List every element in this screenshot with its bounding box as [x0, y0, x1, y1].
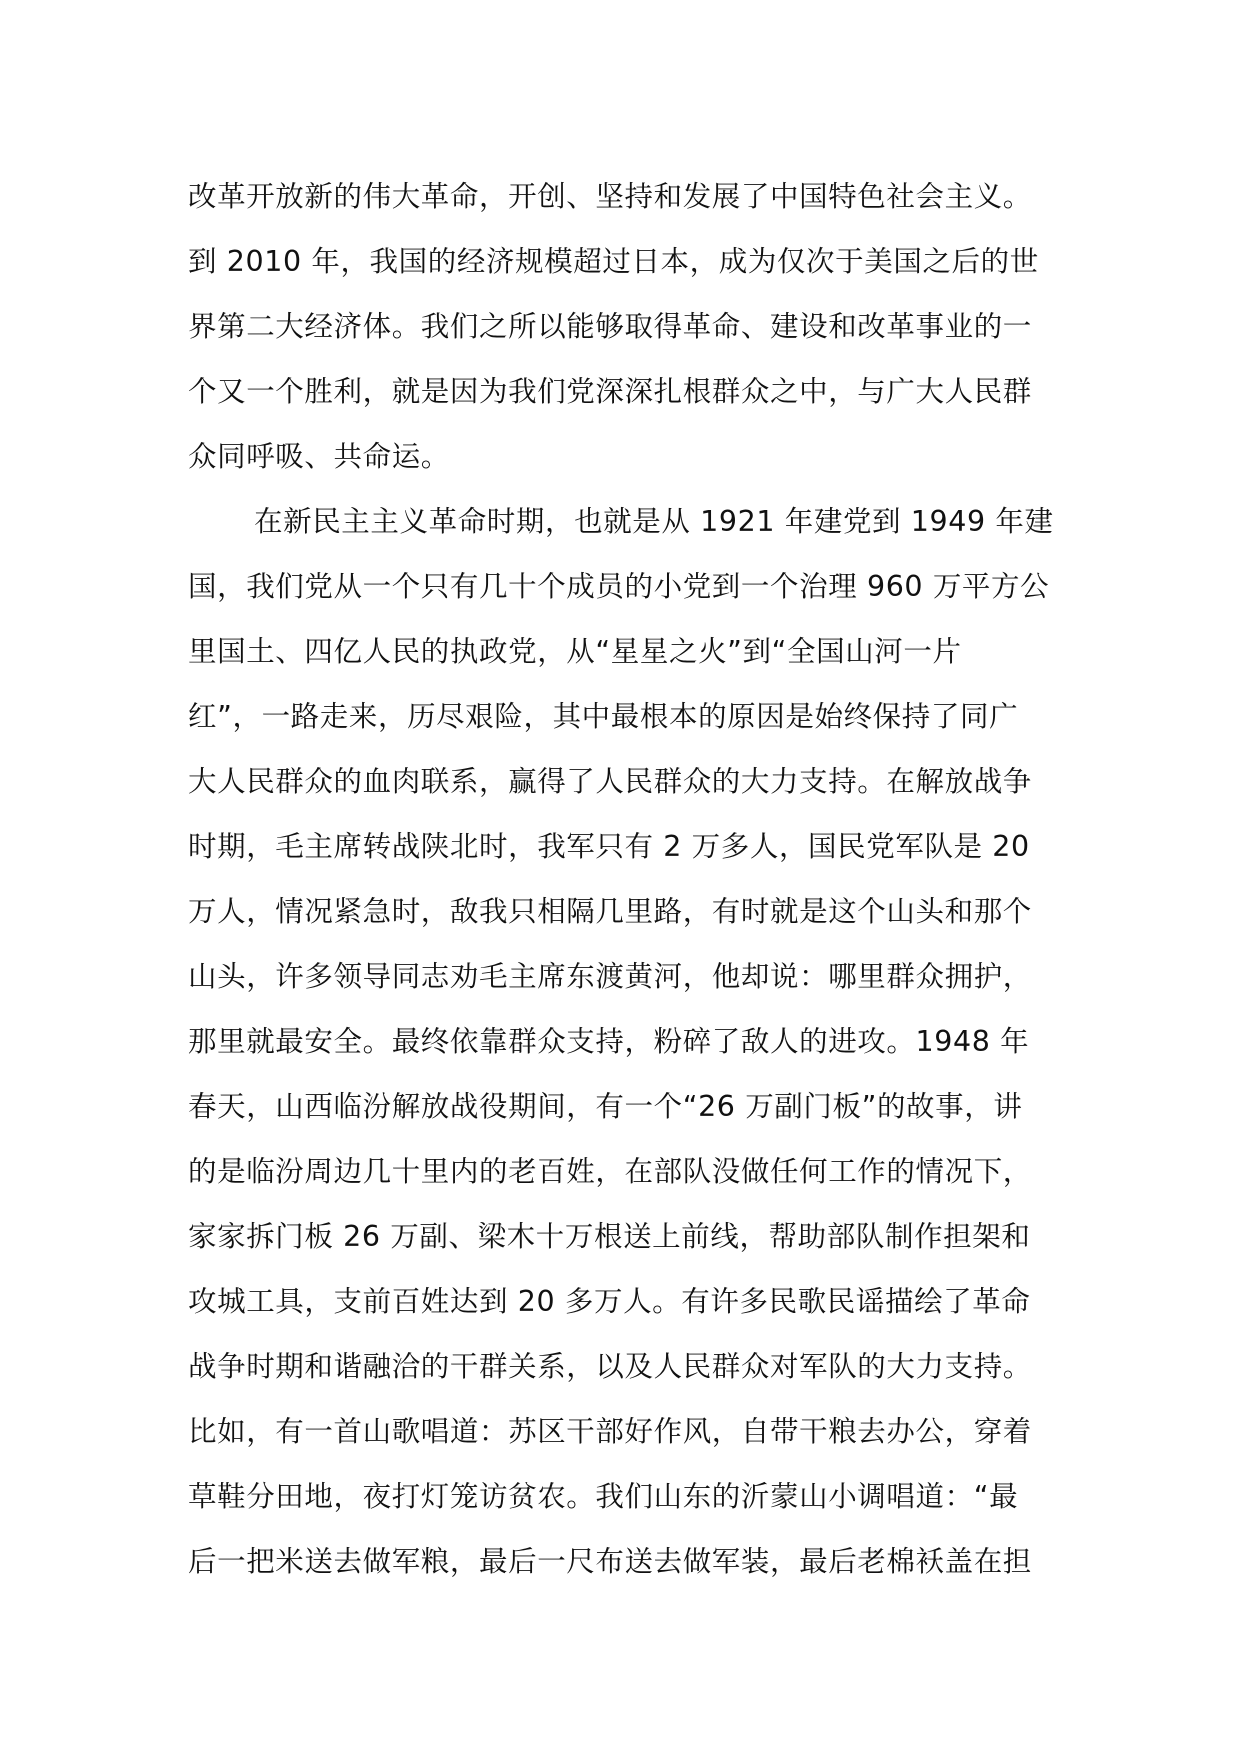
text-line: 的是临汾周边几十里内的老百姓，在部队没做任何工作的情况下， [188, 1155, 1032, 1188]
text-line: 战争时期和谐融洽的干群关系，以及人民群众对军队的大力支持。 [188, 1350, 1032, 1383]
text-line: 大人民群众的血肉联系，赢得了人民群众的大力支持。在解放战争 [188, 765, 1032, 798]
text-line: 家家拆门板 26 万副、梁木十万根送上前线，帮助部队制作担架和 [188, 1220, 1031, 1253]
text-line: 后一把米送去做军粮，最后一尺布送去做军装，最后老棉袄盖在担 [188, 1545, 1032, 1578]
text-line: 那里就最安全。最终依靠群众支持，粉碎了敌人的进攻。1948 年 [188, 1025, 1030, 1058]
text-line: 山头，许多领导同志劝毛主席东渡黄河，他却说：哪里群众拥护， [188, 960, 1032, 993]
text-line: 界第二大经济体。我们之所以能够取得革命、建设和改革事业的一 [188, 310, 1032, 343]
text-line: 国，我们党从一个只有几十个成员的小党到一个治理 960 万平方公 [188, 570, 1050, 603]
text-line: 众同呼吸、共命运。 [188, 440, 450, 473]
text-line: 时期，毛主席转战陕北时，我军只有 2 万多人，国民党军队是 20 [188, 830, 1030, 863]
text-line: 个又一个胜利，就是因为我们党深深扎根群众之中，与广大人民群 [188, 375, 1032, 408]
text-line: 万人，情况紧急时，敌我只相隔几里路，有时就是这个山头和那个 [188, 895, 1032, 928]
text-line: 到 2010 年，我国的经济规模超过日本，成为仅次于美国之后的世 [188, 245, 1039, 278]
body-text [188, 170, 1068, 1600]
text-line: 比如，有一首山歌唱道：苏区干部好作风，自带干粮去办公，穿着 [188, 1415, 1032, 1448]
text-line: 红”，一路走来，历尽艰险，其中最根本的原因是始终保持了同广 [188, 700, 1019, 733]
text-line: 春天，山西临汾解放战役期间，有一个“26 万副门板”的故事，讲 [188, 1090, 1023, 1123]
text-line: 攻城工具，支前百姓达到 20 多万人。有许多民歌民谣描绘了革命 [188, 1285, 1031, 1318]
paragraph-first-line: 在新民主主义革命时期，也就是从 1921 年建党到 1949 年建 [254, 505, 1054, 538]
text-line: 里国土、四亿人民的执政党，从“星星之火”到“全国山河一片 [188, 635, 962, 668]
text-line: 草鞋分田地，夜打灯笼访贫农。我们山东的沂蒙山小调唱道：“最 [188, 1480, 1019, 1513]
text-line: 改革开放新的伟大革命，开创、坚持和发展了中国特色社会主义。 [188, 180, 1032, 213]
